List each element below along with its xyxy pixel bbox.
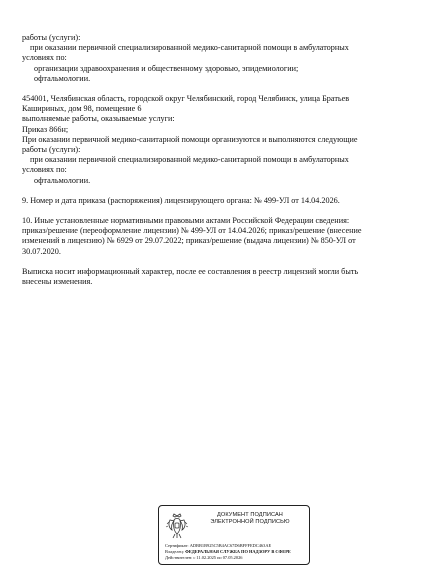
- text-line: При оказании первичной медико-санитарной помощи организуются и выполняются следующие: [22, 134, 358, 144]
- text-line: 454001, Челябинская область, городской округ Челябинский, город Челябинск, улица Братьев: [22, 94, 350, 104]
- text-line: при оказании первичной специализированной медико-санитарной помощи в амбулаторных: [30, 43, 349, 53]
- text-line: работы (услуги):: [22, 33, 81, 42]
- text-line: условиях по:: [22, 53, 67, 63]
- text-line: приказ/решение (переоформление лицензии) № 499-УЛ от 14.04.2026; приказ/решение (внесение: [22, 226, 362, 236]
- electronic-signature-stamp: [158, 505, 310, 565]
- text-line: 10. Иные установленные нормативными правовыми актами Российской Федерации сведения:: [22, 216, 350, 226]
- text-line: внесены изменения.: [22, 277, 93, 287]
- coat-of-arms-icon: [165, 512, 189, 540]
- text-line: выполняемые работы, оказываемые услуги:: [22, 114, 175, 124]
- stamp-certificate: Сертификат: ADBB1B925C5B4AC67D6BFFFEDC463AE: [165, 543, 272, 548]
- text-line: офтальмологии.: [34, 73, 91, 83]
- order-number-line: 9. Номер и дата приказа (распоряжения) лицензирующего органа: № 499-УЛ от 14.04.2026.: [22, 195, 340, 205]
- text-line: Кашириных, дом 98, помещение 6: [22, 104, 142, 114]
- document-body: [22, 33, 417, 287]
- text-line: офтальмологии.: [34, 175, 91, 185]
- stamp-title: ДОКУМЕНТ ПОДПИСАН ЭЛЕКТРОННОЙ ПОДПИСЬЮ: [210, 512, 290, 525]
- stamp-validity: Действителен: с 11.02.2025 по 07.05.2026: [165, 555, 243, 560]
- text-line: изменений в лицензию) № 6929 от 29.07.2022; приказ/решение (выдача лицензии) № 850-УЛ от: [22, 236, 356, 246]
- text-line: Приказ 866н;: [22, 124, 69, 134]
- text-line: при оказании первичной специализированной медико-санитарной помощи в амбулаторных: [30, 155, 349, 165]
- text-line: 30.07.2020.: [22, 246, 61, 256]
- text-line: условиях по:: [22, 165, 67, 175]
- text-line: организации здравоохранения и общественному здоровью, эпидемиологии;: [34, 63, 299, 73]
- text-line: работы (услуги):: [22, 145, 81, 155]
- text-line: Выписка носит информационный характер, после ее составления в реестр лицензий могли быть: [22, 266, 359, 276]
- stamp-owner: Владелец: ФЕДЕРАЛЬНАЯ СЛУЖБА ПО НАДЗОРУ В СФЕРЕ: [165, 549, 291, 554]
